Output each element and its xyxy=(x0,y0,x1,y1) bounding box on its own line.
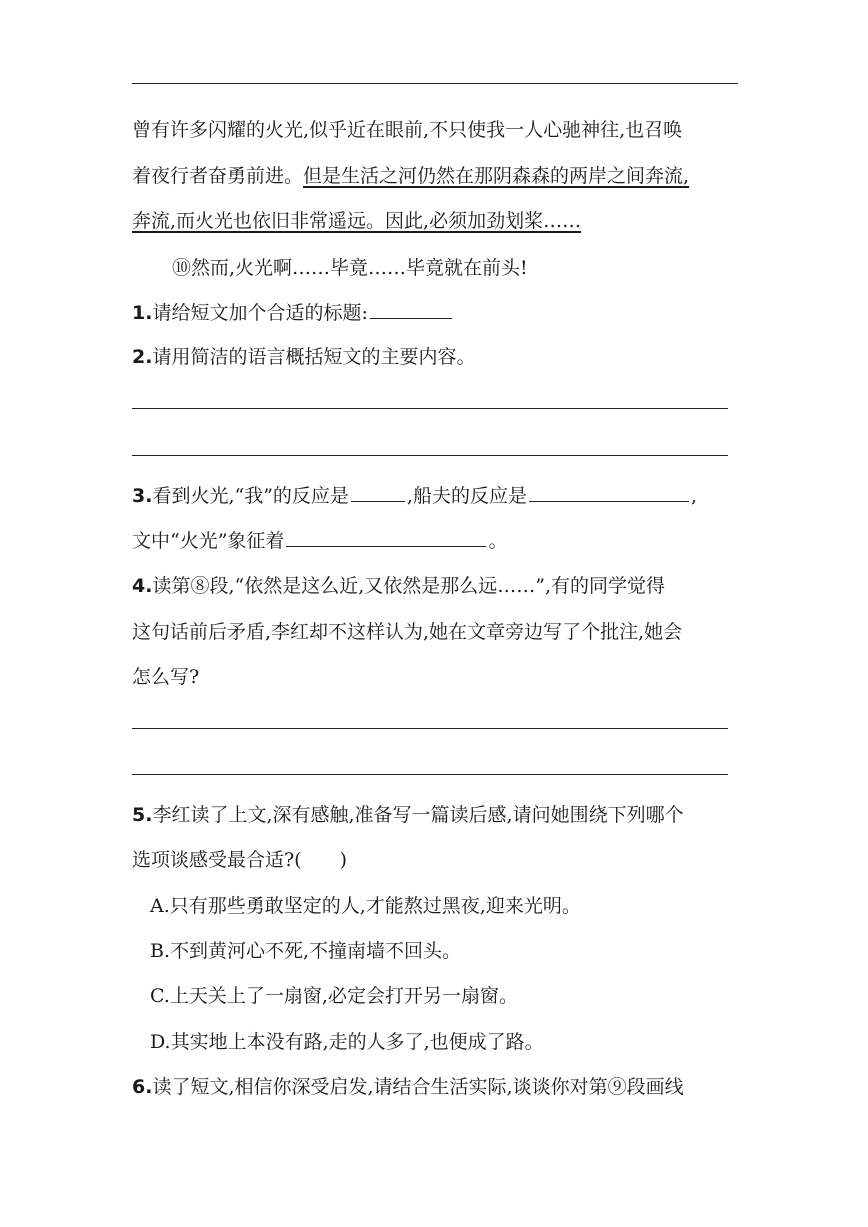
answer-line[interactable] xyxy=(132,728,728,729)
question-number: 3. xyxy=(132,485,153,507)
passage-line-2 xyxy=(132,164,689,188)
option-text: A.只有那些勇敢坚定的人,才能熬过黑夜,迎来光明。 xyxy=(150,895,581,917)
option-text: D.其实地上本没有路,走的人多了,也便成了路。 xyxy=(150,1031,544,1053)
underlined-sentence: 但是生活之河仍然在那阴森森的两岸之间奔流, xyxy=(303,165,690,187)
question-3-line-2 xyxy=(132,528,507,553)
question-6 xyxy=(132,1075,684,1099)
question-text: 这句话前后矛盾,李红却不这样认为,她在文章旁边写了个批注,她会 xyxy=(132,621,683,643)
question-number: 5. xyxy=(132,804,153,826)
answer-blank[interactable] xyxy=(286,528,486,547)
question-text: ,船夫的反应是 xyxy=(406,485,527,507)
question-5-line-2 xyxy=(132,848,347,872)
question-number: 6. xyxy=(132,1076,153,1098)
underlined-sentence: 奔流,而火光也依旧非常遥远。因此,必须加劲划桨…… xyxy=(132,210,582,232)
question-3 xyxy=(132,483,697,508)
question-number: 4. xyxy=(132,575,153,597)
paragraph-10 xyxy=(172,256,528,280)
answer-blank[interactable] xyxy=(351,483,405,502)
paragraph-text: ⑩然而,火光啊……毕竟……毕竟就在前头! xyxy=(172,257,528,279)
question-text: 读第⑧段,“依然是这么近,又依然是那么远……”,有的同学觉得 xyxy=(152,575,665,597)
question-text: 怎么写? xyxy=(132,666,200,688)
question-number: 2. xyxy=(132,346,153,368)
question-4-line-3 xyxy=(132,665,199,689)
question-1 xyxy=(132,300,454,325)
answer-blank[interactable] xyxy=(529,483,689,502)
option-b[interactable] xyxy=(150,939,461,963)
question-4-line-2 xyxy=(132,620,682,644)
top-divider xyxy=(132,83,738,84)
question-text: 看到火光,“我”的反应是 xyxy=(152,485,349,507)
question-text: 读了短文,相信你深受启发,请结合生活实际,谈谈你对第⑨段画线 xyxy=(152,1076,684,1098)
question-text: , xyxy=(690,485,698,507)
option-text: B.不到黄河心不死,不撞南墙不回头。 xyxy=(150,940,462,962)
question-text: 请给短文加个合适的标题: xyxy=(152,302,368,324)
answer-line[interactable] xyxy=(132,774,728,775)
question-text: 。 xyxy=(488,530,508,552)
question-text: 选项谈感受最合适?( ) xyxy=(132,849,348,871)
option-text: C.上天关上了一扇窗,必定会打开另一扇窗。 xyxy=(150,985,518,1007)
answer-line[interactable] xyxy=(132,408,728,409)
passage-line-1 xyxy=(132,118,682,142)
option-d[interactable] xyxy=(150,1030,544,1054)
passage-text: 着夜行者奋勇前进。 xyxy=(132,165,304,187)
answer-line[interactable] xyxy=(132,455,728,456)
question-text: 文中“火光”象征着 xyxy=(132,530,285,552)
question-text: 请用简洁的语言概括短文的主要内容。 xyxy=(152,346,476,368)
question-4 xyxy=(132,574,665,598)
question-text: 李红读了上文,深有感触,准备写一篇读后感,请问她围绕下列哪个 xyxy=(152,804,684,826)
answer-blank[interactable] xyxy=(370,300,452,319)
option-a[interactable] xyxy=(150,894,581,918)
passage-line-3 xyxy=(132,209,581,233)
question-2 xyxy=(132,345,475,369)
question-number: 1. xyxy=(132,302,153,324)
option-c[interactable] xyxy=(150,984,518,1008)
question-5 xyxy=(132,803,684,827)
passage-text: 曾有许多闪耀的火光,似乎近在眼前,不只使我一人心驰神往,也召唤 xyxy=(132,119,683,141)
